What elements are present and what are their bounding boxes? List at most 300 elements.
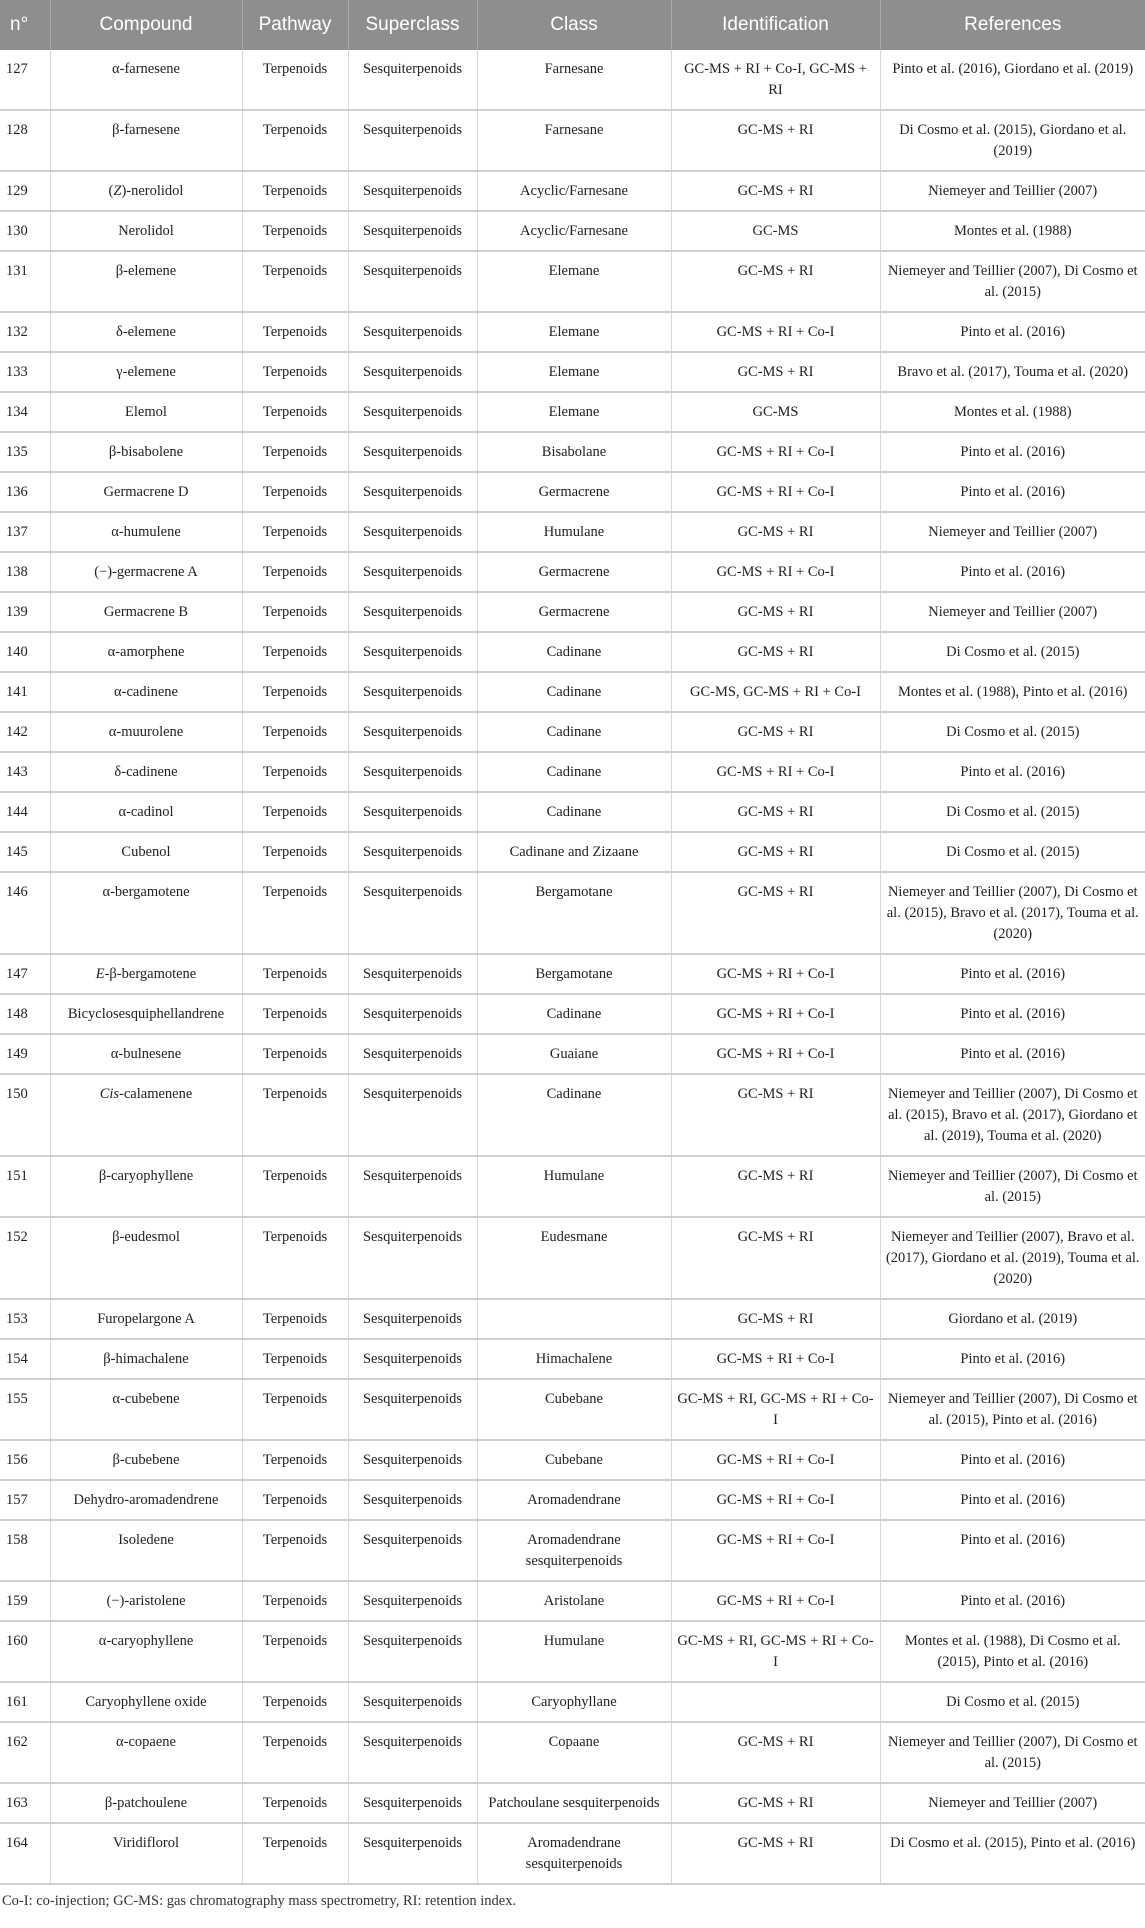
cell-pathway: Terpenoids bbox=[242, 1520, 348, 1581]
cell-references: Niemeyer and Teillier (2007), Di Cosmo et al. (2015), Bravo et al. (2017), Touma et al. (2020) bbox=[880, 872, 1145, 954]
cell-superclass: Sesquiterpenoids bbox=[348, 312, 477, 352]
cell-n: 143 bbox=[0, 752, 50, 792]
compound-text: α-amorphene bbox=[107, 644, 185, 660]
cell-pathway: Terpenoids bbox=[242, 872, 348, 954]
cell-class: Eudesmane bbox=[477, 1217, 671, 1299]
cell-class: Aristolane bbox=[477, 1581, 671, 1621]
compound-text: α-bergamotene bbox=[102, 884, 190, 900]
cell-pathway: Terpenoids bbox=[242, 512, 348, 552]
cell-identification: GC-MS + RI + Co-I bbox=[671, 1339, 880, 1379]
cell-compound bbox=[50, 792, 242, 832]
cell-identification: GC-MS + RI + Co-I bbox=[671, 1480, 880, 1520]
cell-identification: GC-MS + RI + Co-I bbox=[671, 1520, 880, 1581]
cell-n: 158 bbox=[0, 1520, 50, 1581]
cell-n: 146 bbox=[0, 872, 50, 954]
cell-identification: GC-MS + RI + Co-I bbox=[671, 1581, 880, 1621]
cell-class: Humulane bbox=[477, 1621, 671, 1682]
cell-references: Di Cosmo et al. (2015) bbox=[880, 792, 1145, 832]
cell-class: Elemane bbox=[477, 392, 671, 432]
cell-n: 139 bbox=[0, 592, 50, 632]
cell-references: Pinto et al. (2016) bbox=[880, 1440, 1145, 1480]
cell-pathway: Terpenoids bbox=[242, 1156, 348, 1217]
table-row bbox=[0, 1621, 1145, 1682]
cell-identification: GC-MS bbox=[671, 211, 880, 251]
cell-n: 147 bbox=[0, 954, 50, 994]
cell-compound bbox=[50, 712, 242, 752]
cell-pathway: Terpenoids bbox=[242, 552, 348, 592]
table-row bbox=[0, 352, 1145, 392]
compound-text: α-caryophyllene bbox=[98, 1633, 194, 1649]
cell-superclass: Sesquiterpenoids bbox=[348, 712, 477, 752]
table-row bbox=[0, 1074, 1145, 1156]
cell-class: Cubebane bbox=[477, 1440, 671, 1480]
cell-pathway: Terpenoids bbox=[242, 312, 348, 352]
table-row bbox=[0, 1783, 1145, 1823]
cell-n: 132 bbox=[0, 312, 50, 352]
cell-references: Montes et al. (1988), Di Cosmo et al. (2015), Pinto et al. (2016) bbox=[880, 1621, 1145, 1682]
cell-references: Di Cosmo et al. (2015) bbox=[880, 632, 1145, 672]
cell-n: 156 bbox=[0, 1440, 50, 1480]
header-compound: Compound bbox=[50, 0, 242, 50]
cell-references: Niemeyer and Teillier (2007), Bravo et al. (2017), Giordano et al. (2019), Touma et al. (2020) bbox=[880, 1217, 1145, 1299]
cell-identification: GC-MS + RI + Co-I bbox=[671, 432, 880, 472]
cell-references: Niemeyer and Teillier (2007), Di Cosmo et al. (2015), Bravo et al. (2017), Giordano et al. (2019), Touma et al. (2020) bbox=[880, 1074, 1145, 1156]
cell-superclass: Sesquiterpenoids bbox=[348, 552, 477, 592]
cell-compound bbox=[50, 432, 242, 472]
cell-pathway: Terpenoids bbox=[242, 432, 348, 472]
cell-class: Cadinane bbox=[477, 712, 671, 752]
cell-identification: GC-MS + RI bbox=[671, 1217, 880, 1299]
compound-text: (−)-germacrene A bbox=[94, 564, 198, 580]
cell-pathway: Terpenoids bbox=[242, 251, 348, 312]
cell-pathway: Terpenoids bbox=[242, 1379, 348, 1440]
cell-class: Cadinane bbox=[477, 632, 671, 672]
compound-text: β-himachalene bbox=[103, 1351, 189, 1367]
cell-class: Aromadendrane bbox=[477, 1480, 671, 1520]
table-row bbox=[0, 592, 1145, 632]
cell-references: Pinto et al. (2016) bbox=[880, 552, 1145, 592]
cell-superclass: Sesquiterpenoids bbox=[348, 1339, 477, 1379]
compound-text: Caryophyllene oxide bbox=[85, 1694, 207, 1710]
cell-n: 151 bbox=[0, 1156, 50, 1217]
cell-identification: GC-MS + RI + Co-I bbox=[671, 552, 880, 592]
cell-pathway: Terpenoids bbox=[242, 50, 348, 110]
cell-n: 148 bbox=[0, 994, 50, 1034]
cell-n: 136 bbox=[0, 472, 50, 512]
cell-n: 157 bbox=[0, 1480, 50, 1520]
cell-class: Farnesane bbox=[477, 50, 671, 110]
cell-compound bbox=[50, 1480, 242, 1520]
cell-identification: GC-MS + RI bbox=[671, 1156, 880, 1217]
table-body bbox=[0, 50, 1145, 1884]
cell-references: Pinto et al. (2016) bbox=[880, 312, 1145, 352]
cell-compound bbox=[50, 1034, 242, 1074]
compound-text: α-humulene bbox=[111, 524, 181, 540]
cell-class: Acyclic/Farnesane bbox=[477, 171, 671, 211]
cell-identification: GC-MS + RI + Co-I bbox=[671, 472, 880, 512]
cell-identification: GC-MS + RI + Co-I bbox=[671, 1034, 880, 1074]
cell-pathway: Terpenoids bbox=[242, 1299, 348, 1339]
table-row bbox=[0, 1440, 1145, 1480]
cell-references: Montes et al. (1988) bbox=[880, 392, 1145, 432]
cell-pathway: Terpenoids bbox=[242, 1581, 348, 1621]
cell-n: 135 bbox=[0, 432, 50, 472]
cell-superclass: Sesquiterpenoids bbox=[348, 1783, 477, 1823]
cell-references: Niemeyer and Teillier (2007) bbox=[880, 512, 1145, 552]
cell-superclass: Sesquiterpenoids bbox=[348, 592, 477, 632]
table-row bbox=[0, 312, 1145, 352]
cell-identification: GC-MS + RI, GC-MS + RI + Co-I bbox=[671, 1379, 880, 1440]
compound-text: Dehydro-aromadendrene bbox=[73, 1492, 219, 1508]
cell-n: 141 bbox=[0, 672, 50, 712]
table-row bbox=[0, 752, 1145, 792]
table-row bbox=[0, 712, 1145, 752]
cell-references: Di Cosmo et al. (2015), Giordano et al. (2019) bbox=[880, 110, 1145, 171]
cell-n: 162 bbox=[0, 1722, 50, 1783]
cell-identification: GC-MS + RI bbox=[671, 512, 880, 552]
cell-class: Aromadendrane sesquiterpenoids bbox=[477, 1520, 671, 1581]
cell-compound bbox=[50, 392, 242, 432]
cell-references: Niemeyer and Teillier (2007) bbox=[880, 171, 1145, 211]
cell-pathway: Terpenoids bbox=[242, 1621, 348, 1682]
cell-pathway: Terpenoids bbox=[242, 994, 348, 1034]
cell-pathway: Terpenoids bbox=[242, 1823, 348, 1884]
cell-references: Pinto et al. (2016) bbox=[880, 1480, 1145, 1520]
cell-references: Pinto et al. (2016) bbox=[880, 954, 1145, 994]
compound-text: β-cubebene bbox=[112, 1452, 180, 1468]
cell-identification: GC-MS + RI + Co-I bbox=[671, 954, 880, 994]
table-row bbox=[0, 50, 1145, 110]
cell-references: Montes et al. (1988), Pinto et al. (2016) bbox=[880, 672, 1145, 712]
cell-n: 150 bbox=[0, 1074, 50, 1156]
header-class: Class bbox=[477, 0, 671, 50]
cell-superclass: Sesquiterpenoids bbox=[348, 211, 477, 251]
cell-pathway: Terpenoids bbox=[242, 1074, 348, 1156]
cell-n: 130 bbox=[0, 211, 50, 251]
cell-superclass: Sesquiterpenoids bbox=[348, 1520, 477, 1581]
table-row bbox=[0, 832, 1145, 872]
cell-superclass: Sesquiterpenoids bbox=[348, 994, 477, 1034]
compound-text: α-bulnesene bbox=[110, 1046, 182, 1062]
cell-pathway: Terpenoids bbox=[242, 1682, 348, 1722]
table-row bbox=[0, 954, 1145, 994]
compound-text: α-farnesene bbox=[112, 61, 180, 77]
compound-text: α-copaene bbox=[116, 1734, 176, 1750]
cell-class: Elemane bbox=[477, 352, 671, 392]
cell-identification: GC-MS + RI + Co-I, GC-MS + RI bbox=[671, 50, 880, 110]
cell-superclass: Sesquiterpenoids bbox=[348, 1156, 477, 1217]
cell-n: 134 bbox=[0, 392, 50, 432]
table-row bbox=[0, 1217, 1145, 1299]
cell-n: 137 bbox=[0, 512, 50, 552]
compound-text: γ-elemene bbox=[116, 364, 176, 380]
cell-references: Niemeyer and Teillier (2007) bbox=[880, 592, 1145, 632]
cell-compound bbox=[50, 1520, 242, 1581]
compound-text: Cubenol bbox=[121, 844, 171, 860]
cell-superclass: Sesquiterpenoids bbox=[348, 954, 477, 994]
cell-class: Acyclic/Farnesane bbox=[477, 211, 671, 251]
cell-superclass: Sesquiterpenoids bbox=[348, 512, 477, 552]
cell-pathway: Terpenoids bbox=[242, 954, 348, 994]
cell-identification: GC-MS + RI bbox=[671, 592, 880, 632]
cell-identification: GC-MS + RI bbox=[671, 712, 880, 752]
cell-references: Niemeyer and Teillier (2007), Di Cosmo et al. (2015) bbox=[880, 1156, 1145, 1217]
cell-superclass: Sesquiterpenoids bbox=[348, 832, 477, 872]
cell-n: 149 bbox=[0, 1034, 50, 1074]
cell-compound bbox=[50, 1823, 242, 1884]
cell-references: Pinto et al. (2016) bbox=[880, 432, 1145, 472]
cell-identification: GC-MS + RI bbox=[671, 1074, 880, 1156]
cell-compound bbox=[50, 632, 242, 672]
cell-n: 155 bbox=[0, 1379, 50, 1440]
cell-class: Farnesane bbox=[477, 110, 671, 171]
cell-identification: GC-MS + RI bbox=[671, 251, 880, 312]
cell-superclass: Sesquiterpenoids bbox=[348, 472, 477, 512]
cell-superclass: Sesquiterpenoids bbox=[348, 352, 477, 392]
cell-identification: GC-MS + RI, GC-MS + RI + Co-I bbox=[671, 1621, 880, 1682]
cell-references: Giordano et al. (2019) bbox=[880, 1299, 1145, 1339]
cell-class: Cadinane bbox=[477, 672, 671, 712]
cell-n: 142 bbox=[0, 712, 50, 752]
cell-references: Niemeyer and Teillier (2007) bbox=[880, 1783, 1145, 1823]
compound-italic-prefix: Cis bbox=[99, 1086, 120, 1102]
cell-identification: GC-MS + RI bbox=[671, 1299, 880, 1339]
cell-class bbox=[477, 1299, 671, 1339]
table-row bbox=[0, 1379, 1145, 1440]
cell-class: Germacrene bbox=[477, 552, 671, 592]
cell-n: 161 bbox=[0, 1682, 50, 1722]
table-footnote: Co-I: co-injection; GC-MS: gas chromatography mass spectrometry, RI: retention index. bbox=[2, 1893, 517, 1909]
table-row bbox=[0, 1156, 1145, 1217]
table-row bbox=[0, 1480, 1145, 1520]
table-row bbox=[0, 171, 1145, 211]
cell-class: Copaane bbox=[477, 1722, 671, 1783]
cell-compound bbox=[50, 1156, 242, 1217]
cell-references: Di Cosmo et al. (2015) bbox=[880, 1682, 1145, 1722]
table-row bbox=[0, 472, 1145, 512]
cell-identification: GC-MS + RI + Co-I bbox=[671, 752, 880, 792]
cell-n: 144 bbox=[0, 792, 50, 832]
cell-pathway: Terpenoids bbox=[242, 1722, 348, 1783]
compound-italic-prefix: E bbox=[95, 966, 105, 982]
table-row bbox=[0, 251, 1145, 312]
table-row bbox=[0, 994, 1145, 1034]
cell-superclass: Sesquiterpenoids bbox=[348, 1299, 477, 1339]
cell-references: Pinto et al. (2016) bbox=[880, 1034, 1145, 1074]
cell-compound bbox=[50, 954, 242, 994]
cell-references: Pinto et al. (2016) bbox=[880, 1520, 1145, 1581]
cell-superclass: Sesquiterpenoids bbox=[348, 672, 477, 712]
cell-superclass: Sesquiterpenoids bbox=[348, 110, 477, 171]
table-row bbox=[0, 792, 1145, 832]
cell-class: Guaiane bbox=[477, 1034, 671, 1074]
cell-compound bbox=[50, 1783, 242, 1823]
cell-identification: GC-MS + RI bbox=[671, 171, 880, 211]
cell-pathway: Terpenoids bbox=[242, 632, 348, 672]
cell-superclass: Sesquiterpenoids bbox=[348, 1074, 477, 1156]
header-identification: Identification bbox=[671, 0, 880, 50]
compound-text: β-bisabolene bbox=[108, 444, 184, 460]
cell-pathway: Terpenoids bbox=[242, 211, 348, 251]
cell-class: Humulane bbox=[477, 1156, 671, 1217]
cell-n: 153 bbox=[0, 1299, 50, 1339]
cell-pathway: Terpenoids bbox=[242, 1339, 348, 1379]
header-number: n° bbox=[0, 0, 50, 50]
cell-compound bbox=[50, 1581, 242, 1621]
table-row bbox=[0, 1581, 1145, 1621]
cell-class: Cadinane bbox=[477, 1074, 671, 1156]
cell-compound bbox=[50, 1440, 242, 1480]
cell-compound bbox=[50, 672, 242, 712]
table-row bbox=[0, 872, 1145, 954]
cell-superclass: Sesquiterpenoids bbox=[348, 1682, 477, 1722]
cell-compound bbox=[50, 832, 242, 872]
cell-identification: GC-MS + RI + Co-I bbox=[671, 994, 880, 1034]
cell-references: Niemeyer and Teillier (2007), Di Cosmo et al. (2015) bbox=[880, 1722, 1145, 1783]
cell-class: Bergamotane bbox=[477, 872, 671, 954]
cell-superclass: Sesquiterpenoids bbox=[348, 392, 477, 432]
cell-references: Pinto et al. (2016) bbox=[880, 1339, 1145, 1379]
table-row bbox=[0, 211, 1145, 251]
cell-identification: GC-MS bbox=[671, 392, 880, 432]
compound-text: Nerolidol bbox=[118, 223, 174, 239]
cell-n: 163 bbox=[0, 1783, 50, 1823]
header-references: References bbox=[880, 0, 1145, 50]
cell-superclass: Sesquiterpenoids bbox=[348, 50, 477, 110]
cell-references: Pinto et al. (2016) bbox=[880, 994, 1145, 1034]
cell-n: 164 bbox=[0, 1823, 50, 1884]
table-row bbox=[0, 552, 1145, 592]
compound-text: Elemol bbox=[125, 404, 167, 420]
cell-compound bbox=[50, 872, 242, 954]
cell-n: 154 bbox=[0, 1339, 50, 1379]
compound-text: Bicyclosesquiphellandrene bbox=[67, 1006, 225, 1022]
compound-text: Furopelargone A bbox=[97, 1311, 195, 1327]
cell-compound bbox=[50, 1217, 242, 1299]
cell-identification: GC-MS, GC-MS + RI + Co-I bbox=[671, 672, 880, 712]
cell-n: 127 bbox=[0, 50, 50, 110]
compound-text: -calamenene bbox=[119, 1086, 193, 1102]
table-row bbox=[0, 1823, 1145, 1884]
cell-pathway: Terpenoids bbox=[242, 392, 348, 432]
cell-n: 131 bbox=[0, 251, 50, 312]
cell-compound bbox=[50, 251, 242, 312]
cell-superclass: Sesquiterpenoids bbox=[348, 1480, 477, 1520]
compound-text: Isoledene bbox=[118, 1532, 174, 1548]
cell-superclass: Sesquiterpenoids bbox=[348, 792, 477, 832]
cell-identification: GC-MS + RI bbox=[671, 110, 880, 171]
compound-text: Germacrene B bbox=[103, 604, 189, 620]
cell-class: Bergamotane bbox=[477, 954, 671, 994]
cell-pathway: Terpenoids bbox=[242, 110, 348, 171]
table-row bbox=[0, 1339, 1145, 1379]
cell-compound bbox=[50, 110, 242, 171]
table-row bbox=[0, 110, 1145, 171]
cell-compound bbox=[50, 752, 242, 792]
compound-text: α-muurolene bbox=[108, 724, 184, 740]
cell-n: 129 bbox=[0, 171, 50, 211]
compound-text: β-eudesmol bbox=[112, 1229, 180, 1245]
cell-compound bbox=[50, 312, 242, 352]
cell-class: Aromadendrane sesquiterpenoids bbox=[477, 1823, 671, 1884]
cell-compound bbox=[50, 1339, 242, 1379]
cell-superclass: Sesquiterpenoids bbox=[348, 171, 477, 211]
cell-class: Himachalene bbox=[477, 1339, 671, 1379]
cell-identification bbox=[671, 1682, 880, 1722]
table-header-row bbox=[0, 0, 1145, 50]
cell-superclass: Sesquiterpenoids bbox=[348, 432, 477, 472]
compound-text: β-patchoulene bbox=[104, 1795, 188, 1811]
cell-superclass: Sesquiterpenoids bbox=[348, 1440, 477, 1480]
cell-identification: GC-MS + RI bbox=[671, 872, 880, 954]
cell-references: Montes et al. (1988) bbox=[880, 211, 1145, 251]
cell-identification: GC-MS + RI + Co-I bbox=[671, 312, 880, 352]
cell-pathway: Terpenoids bbox=[242, 1217, 348, 1299]
cell-pathway: Terpenoids bbox=[242, 1783, 348, 1823]
cell-class: Caryophyllane bbox=[477, 1682, 671, 1722]
compound-text: Viridiflorol bbox=[113, 1835, 179, 1851]
cell-superclass: Sesquiterpenoids bbox=[348, 1823, 477, 1884]
cell-pathway: Terpenoids bbox=[242, 352, 348, 392]
cell-class: Humulane bbox=[477, 512, 671, 552]
cell-pathway: Terpenoids bbox=[242, 672, 348, 712]
cell-n: 145 bbox=[0, 832, 50, 872]
cell-class: Germacrene bbox=[477, 592, 671, 632]
compound-italic-prefix: Z bbox=[113, 183, 122, 199]
cell-compound bbox=[50, 552, 242, 592]
cell-references: Niemeyer and Teillier (2007), Di Cosmo et al. (2015), Pinto et al. (2016) bbox=[880, 1379, 1145, 1440]
cell-pathway: Terpenoids bbox=[242, 832, 348, 872]
cell-identification: GC-MS + RI bbox=[671, 632, 880, 672]
cell-references: Pinto et al. (2016), Giordano et al. (2019) bbox=[880, 50, 1145, 110]
cell-identification: GC-MS + RI bbox=[671, 1783, 880, 1823]
cell-class: Elemane bbox=[477, 251, 671, 312]
cell-compound bbox=[50, 50, 242, 110]
cell-class: Cadinane and Zizaane bbox=[477, 832, 671, 872]
cell-identification: GC-MS + RI bbox=[671, 352, 880, 392]
table-row bbox=[0, 672, 1145, 712]
cell-pathway: Terpenoids bbox=[242, 1480, 348, 1520]
cell-n: 138 bbox=[0, 552, 50, 592]
cell-superclass: Sesquiterpenoids bbox=[348, 1722, 477, 1783]
cell-pathway: Terpenoids bbox=[242, 592, 348, 632]
compound-text: β-farnesene bbox=[112, 122, 180, 138]
table-row bbox=[0, 512, 1145, 552]
cell-class: Cadinane bbox=[477, 752, 671, 792]
cell-compound bbox=[50, 1074, 242, 1156]
cell-references: Pinto et al. (2016) bbox=[880, 752, 1145, 792]
cell-class: Cadinane bbox=[477, 792, 671, 832]
compound-text: β-elemene bbox=[115, 263, 177, 279]
cell-superclass: Sesquiterpenoids bbox=[348, 251, 477, 312]
cell-class: Cubebane bbox=[477, 1379, 671, 1440]
cell-compound bbox=[50, 592, 242, 632]
cell-class: Cadinane bbox=[477, 994, 671, 1034]
cell-superclass: Sesquiterpenoids bbox=[348, 1581, 477, 1621]
cell-identification: GC-MS + RI + Co-I bbox=[671, 1440, 880, 1480]
compound-text: )-nerolidol bbox=[121, 183, 184, 199]
cell-compound bbox=[50, 352, 242, 392]
compound-text: β-caryophyllene bbox=[98, 1168, 194, 1184]
cell-superclass: Sesquiterpenoids bbox=[348, 1621, 477, 1682]
cell-references: Pinto et al. (2016) bbox=[880, 1581, 1145, 1621]
cell-n: 160 bbox=[0, 1621, 50, 1682]
compound-text: ( bbox=[108, 183, 114, 199]
cell-references: Di Cosmo et al. (2015) bbox=[880, 832, 1145, 872]
cell-n: 152 bbox=[0, 1217, 50, 1299]
cell-identification: GC-MS + RI bbox=[671, 792, 880, 832]
header-superclass: Superclass bbox=[348, 0, 477, 50]
